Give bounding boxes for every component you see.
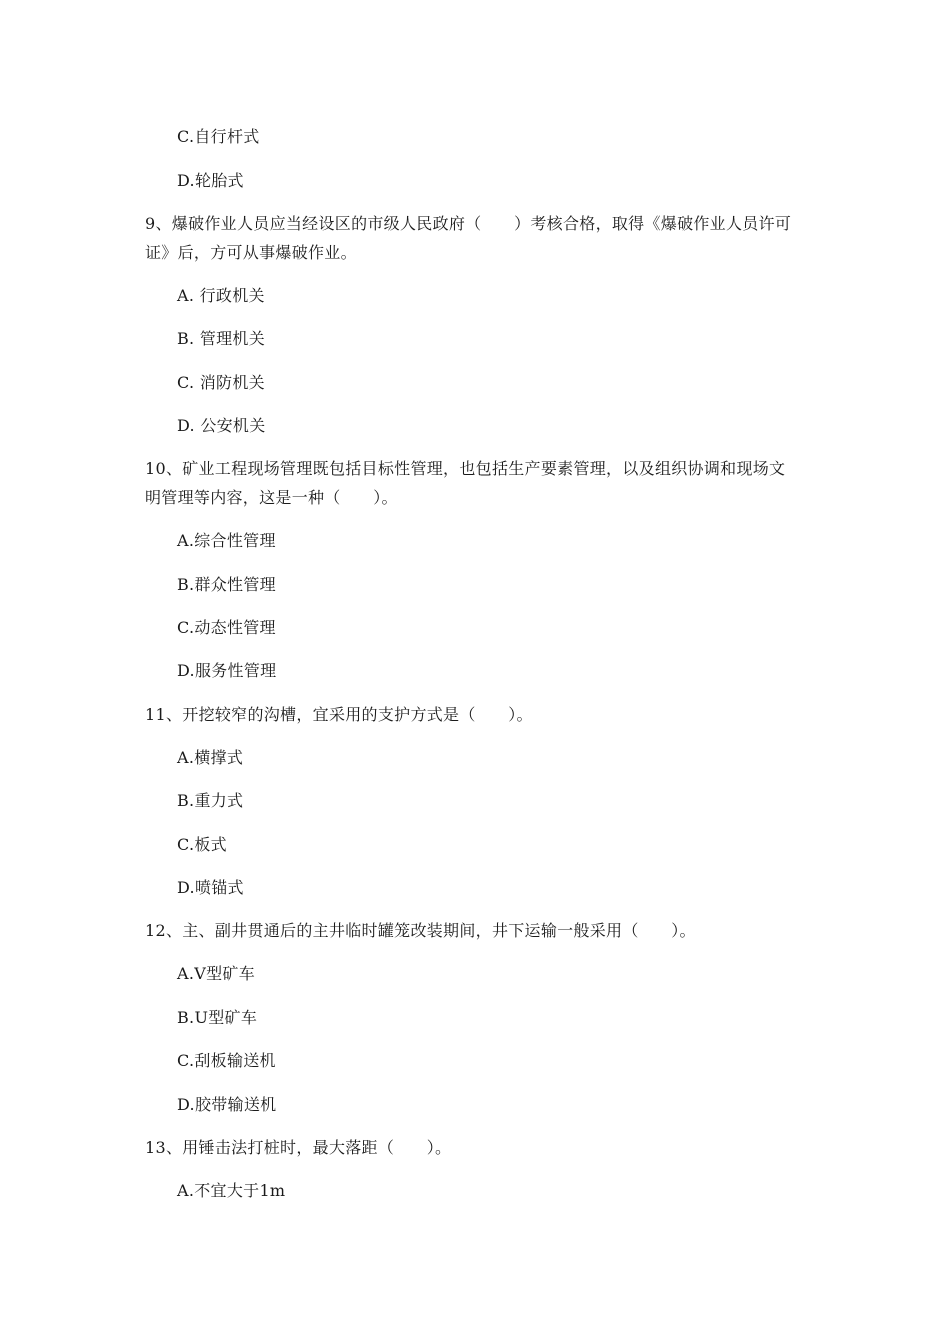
option-9a: A. 行政机关 [177, 286, 265, 305]
question-10-line-2: 明管理等内容，这是一种（ ）。 [145, 488, 398, 507]
option-8c: C.自行杆式 [177, 127, 260, 146]
option-13a: A.不宜大于1m [177, 1181, 286, 1200]
option-12a: A.V型矿车 [177, 964, 255, 983]
option-11d: D.喷锚式 [177, 878, 244, 897]
option-10b: B.群众性管理 [177, 575, 276, 594]
option-11a: A.横撑式 [177, 748, 244, 767]
option-10a: A.综合性管理 [177, 531, 276, 550]
option-9c: C. 消防机关 [177, 373, 265, 392]
question-9-line-2: 证》后，方可从事爆破作业。 [145, 243, 357, 262]
option-12c: C.刮板输送机 [177, 1051, 276, 1070]
option-10d: D.服务性管理 [177, 661, 277, 680]
question-13: 13、用锤击法打桩时，最大落距（ ）。 [145, 1138, 452, 1157]
option-10c: C.动态性管理 [177, 618, 276, 637]
question-12: 12、主、副井贯通后的主井临时罐笼改装期间，井下运输一般采用（ ）。 [145, 921, 696, 940]
option-9b: B. 管理机关 [177, 329, 266, 348]
option-8d: D.轮胎式 [177, 171, 244, 190]
question-9-line-1: 9、爆破作业人员应当经设区的市级人民政府（ ）考核合格，取得《爆破作业人员许可 [145, 214, 792, 233]
question-10-line-1: 10、矿业工程现场管理既包括目标性管理，也包括生产要素管理，以及组织协调和现场文 [145, 459, 786, 478]
option-11c: C.板式 [177, 835, 227, 854]
option-11b: B.重力式 [177, 791, 244, 810]
option-12b: B.U型矿车 [177, 1008, 258, 1027]
option-12d: D.胶带输送机 [177, 1095, 277, 1114]
question-11: 11、开挖较窄的沟槽，宜采用的支护方式是（ ）。 [145, 705, 533, 724]
option-9d: D. 公安机关 [177, 416, 266, 435]
